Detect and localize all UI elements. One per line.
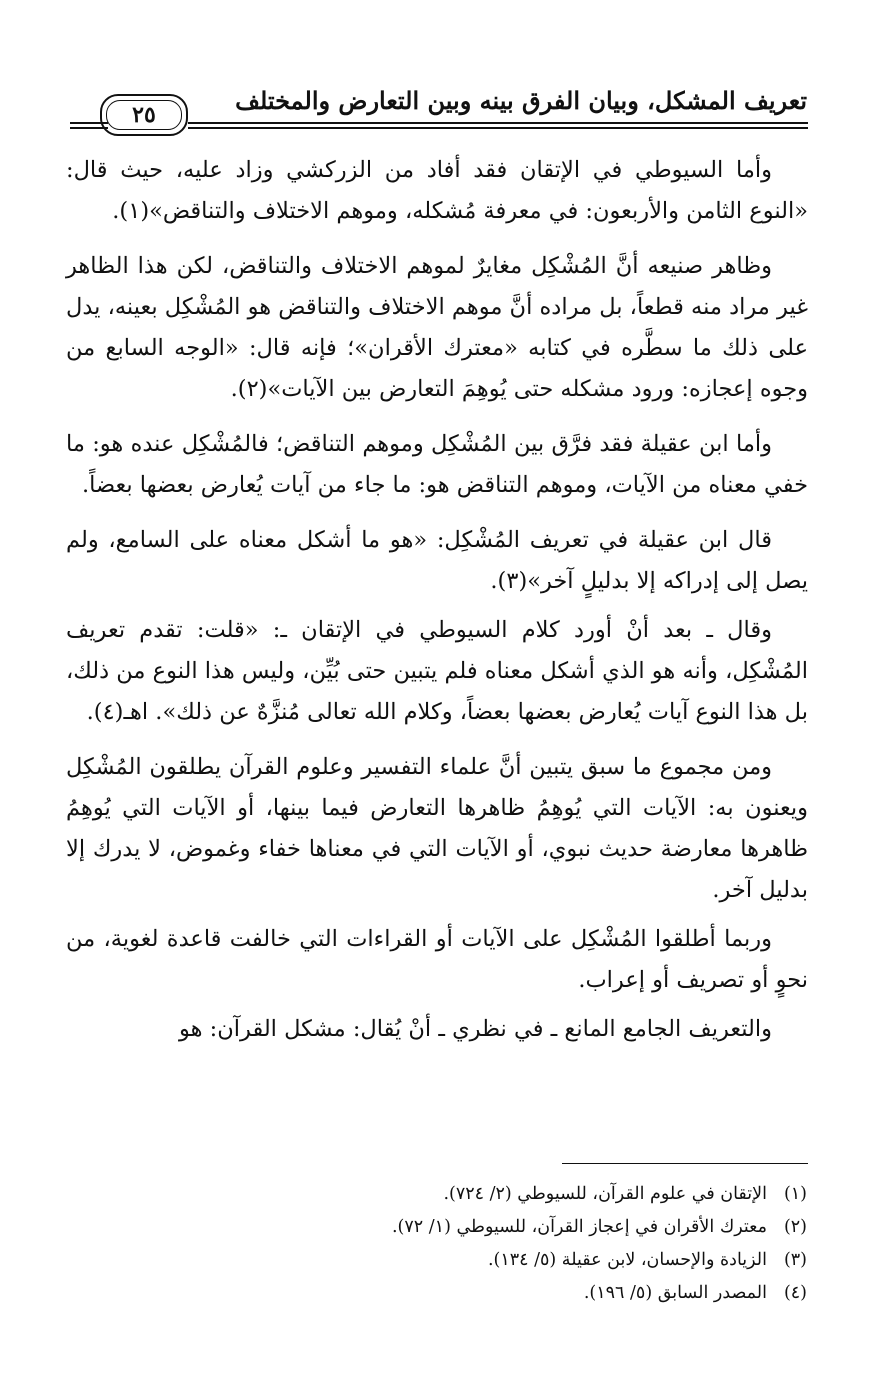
paragraph-6: ومن مجموع ما سبق يتبين أنَّ علماء التفسير وعلوم القرآن يطلقون المُشْكِل ويعنون به: الآيات التي يُوهِمُ ظاهرها التعارض فيما بينها، أو الآيات التي يُوهِمُ ظاهرها معارضة حديث نبوي، أو الآيات التي في معناها خفاء وغموض، لا يدرك إلا بدليل آخر. — [66, 754, 808, 903]
page-number-frame — [100, 94, 188, 136]
footnote-number: (٢) — [783, 1217, 807, 1237]
paragraph-2: وظاهر صنيعه أنَّ المُشْكِل مغايرٌ لموهم الاختلاف والتناقض، لكن هذا الظاهر غير مراد منه قطعاً، بل مراده أنَّ موهم الاختلاف والتناقض هو المُشْكِل بعينه، يدل على ذلك ما سطَّره في كتابه «معترك الأقران»؛ فإنه قال: «الوجه السابع من وجوه إعجازه: ورود مشكله حتى يُوهِمَ التعارض بين الآيات»(٢). — [66, 253, 808, 402]
footnote-number: (١) — [783, 1184, 807, 1204]
footnote-number: (٣) — [783, 1250, 807, 1270]
footnote-text: المصدر السابق (٥/ ١٩٦). — [583, 1283, 767, 1303]
paragraph-3: وأما ابن عقيلة فقد فرَّق بين المُشْكِل وموهم التناقض؛ فالمُشْكِل عنده هو: ما خفي معناه من الآيات، وموهم التناقض هو: ما جاء من آيات يُعارض بعضها بعضاً. — [66, 431, 808, 498]
footnote-number: (٤) — [783, 1283, 807, 1303]
paragraph-1: وأما السيوطي في الإتقان فقد أفاد من الزركشي وزاد عليه، حيث قال: «النوع الثامن والأربعون: في معرفة مُشكله، وموهم الاختلاف والتناقض»(١). — [66, 157, 808, 224]
paragraph-4: قال ابن عقيلة في تعريف المُشْكِل: «هو ما أشكل معناه على السامع، ولم يصل إلى إدراكه إلا بدليلٍ آخر»(٣). — [66, 527, 808, 594]
footnote-text: الزيادة والإحسان، لابن عقيلة (٥/ ١٣٤). — [487, 1250, 767, 1270]
footnote-separator — [562, 1163, 808, 1164]
main-text — [66, 150, 808, 1064]
footnote-item — [67, 1244, 807, 1277]
paragraph-7: وربما أطلقوا المُشْكِل على الآيات أو القراءات التي خالفت قاعدة لغوية، من نحوٍ أو تصريف أو إعراب. — [66, 926, 808, 993]
footnote-text: الإتقان في علوم القرآن، للسيوطي (٢/ ٧٢٤). — [443, 1184, 767, 1204]
header-rule-right — [188, 122, 808, 129]
footnote-item — [67, 1178, 807, 1211]
footnote-text: معترك الأقران في إعجاز القرآن، للسيوطي (١/ ٧٢). — [391, 1217, 767, 1237]
footnotes — [67, 1178, 807, 1310]
page-number: ٢٥ — [132, 102, 156, 128]
paragraph-5: وقال ـ بعد أنْ أورد كلام السيوطي في الإتقان ـ: «قلت: تقدم تعريف المُشْكِل، وأنه هو الذي أشكل معناه فلم يتبين حتى بُيِّن، وليس هذا النوع من ذلك، بل هذا النوع آيات يُعارض بعضها بعضاً، وكلام الله تعالى مُنزَّهٌ عن ذلك». اهـ(٤). — [66, 617, 808, 725]
paragraph-8: والتعريف الجامع المانع ـ في نظري ـ أنْ يُقال: مشكل القرآن: هو — [179, 1016, 772, 1042]
running-header-title: تعريف المشكل، وبيان الفرق بينه وبين التعارض والمختلف — [235, 86, 807, 115]
footnote-item — [67, 1211, 807, 1244]
footnote-item — [67, 1277, 807, 1310]
